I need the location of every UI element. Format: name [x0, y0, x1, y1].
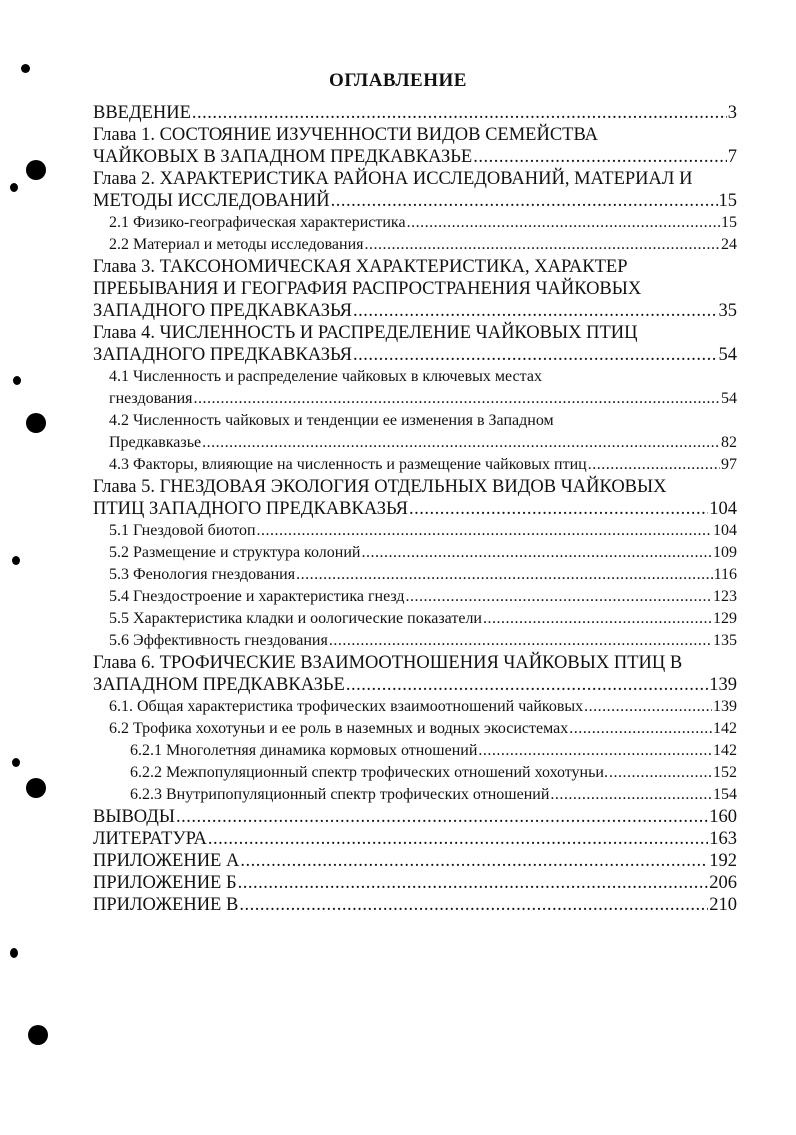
toc-entry-row	[93, 894, 737, 916]
toc-entry	[93, 564, 737, 586]
toc-page-number: 142	[713, 742, 737, 759]
toc-page-number: 82	[721, 434, 737, 451]
page-title: ОГЛАВЛЕНИЕ	[329, 70, 467, 91]
dot-leader	[240, 850, 708, 872]
toc-entry-title: МЕТОДЫ ИССЛЕДОВАНИЙ	[93, 191, 330, 211]
dot-leader	[296, 564, 713, 586]
punch-hole	[26, 160, 46, 180]
toc-page-number: 154	[713, 786, 737, 803]
toc-entry-title: 5.1 Гнездовой биотоп	[109, 522, 256, 539]
dot-leader	[346, 674, 708, 696]
dot-leader	[239, 894, 708, 916]
toc-entry	[93, 608, 737, 630]
toc-entry-text: 4.1 Численность и распределение чайковых в ключевых местах	[109, 368, 542, 385]
toc-page-number: 15	[718, 191, 737, 211]
punch-hole	[26, 778, 46, 798]
toc-entry-title: ПРИЛОЖЕНИЕ Б	[93, 873, 237, 893]
toc-entry-title: Предкавказье	[109, 434, 202, 451]
toc-entry	[93, 630, 737, 652]
toc-entry-title: ЗАПАДНОГО ПРЕДКАВКАЗЬЯ	[93, 301, 352, 321]
toc-page-number: 97	[721, 456, 737, 473]
toc-entry	[93, 762, 737, 784]
toc-entry	[93, 806, 737, 828]
toc-entry-title: ПРИЛОЖЕНИЕ А	[93, 851, 240, 871]
toc-entry-title: 6.2.2 Межпопуляционный спектр трофических отношений хохотуньи.	[130, 764, 608, 781]
punch-hole	[26, 413, 46, 433]
toc-entry-title: 6.1. Общая характеристика трофических взаимоотношений чайковых	[109, 698, 584, 715]
dot-leader	[584, 696, 712, 718]
toc-entry-row	[130, 762, 737, 784]
toc-entry-row	[109, 234, 737, 256]
toc-entry-row	[93, 146, 737, 168]
toc-entry-row	[109, 696, 737, 718]
dot-leader	[329, 630, 712, 652]
toc-entry-title: 5.6 Эффективность гнездования	[109, 632, 328, 649]
scan-speck	[21, 64, 30, 73]
toc-entry-row	[130, 784, 737, 806]
toc-page-number: 54	[721, 390, 737, 407]
toc-entry	[93, 740, 737, 762]
toc-entry-row	[93, 498, 737, 520]
toc-page-number: 142	[713, 720, 737, 737]
scan-speck	[12, 556, 20, 565]
toc-entry	[93, 586, 737, 608]
toc-page-number: 104	[709, 499, 737, 519]
toc-entry	[93, 696, 737, 718]
toc-entry	[93, 212, 737, 234]
toc-entry-title: гнездования	[109, 390, 193, 407]
dot-leader	[331, 190, 718, 212]
toc-entry-title: 5.2 Размещение и структура колоний	[109, 544, 361, 561]
dot-leader	[257, 520, 712, 542]
toc-page-number: 139	[713, 698, 737, 715]
toc-entry-row	[109, 608, 737, 630]
toc-entry-row	[109, 630, 737, 652]
toc-page-number: 104	[713, 522, 737, 539]
toc-entry-row	[109, 388, 737, 410]
dot-leader	[353, 344, 718, 366]
dot-leader	[569, 718, 712, 740]
toc-page-number: 54	[718, 345, 737, 365]
toc-entry	[93, 718, 737, 740]
dot-leader	[409, 498, 708, 520]
toc-entry	[93, 872, 737, 894]
toc-entry	[93, 784, 737, 806]
toc-entry	[93, 256, 737, 322]
toc-page-number: 35	[718, 301, 737, 321]
toc-entry-row	[109, 432, 737, 454]
toc-entry-row	[130, 740, 737, 762]
toc-page-number: 3	[727, 103, 737, 123]
toc-entry-title: 6.2.1 Многолетняя динамика кормовых отношений	[130, 742, 478, 759]
toc-entry-title: 2.2 Материал и методы исследования	[109, 236, 364, 253]
toc-entry-text: Глава 3. ТАКСОНОМИЧЕСКАЯ ХАРАКТЕРИСТИКА, ХАРАКТЕР	[93, 257, 628, 277]
toc-entry-text: 4.2 Численность чайковых и тенденции ее изменения в Западном	[109, 412, 554, 429]
toc-entry	[93, 366, 737, 410]
toc-entry-title: ЗАПАДНОМ ПРЕДКАВКАЗЬЕ	[93, 675, 345, 695]
dot-leader	[478, 740, 712, 762]
toc-entry-row	[93, 102, 737, 124]
dot-leader	[238, 872, 709, 894]
dot-leader	[176, 806, 708, 828]
toc-entry-row	[109, 454, 737, 476]
toc-entry	[93, 850, 737, 872]
toc-entry-title: 6.2 Трофика хохотуньи и ее роль в наземных и водных экосистемах	[109, 720, 569, 737]
toc-entry-text: Глава 4. ЧИСЛЕННОСТЬ И РАСПРЕДЕЛЕНИЕ ЧАЙКОВЫХ ПТИЦ	[93, 323, 638, 343]
toc-entry-title: 6.2.3 Внутрипопуляционный спектр трофических отношений	[130, 786, 550, 803]
dot-leader	[208, 828, 708, 850]
toc-entry	[93, 410, 737, 454]
toc-entry-title: 4.3 Факторы, влияющие на численность и размещение чайковых птиц	[109, 456, 587, 473]
dot-leader	[609, 762, 712, 784]
scan-speck	[10, 183, 18, 192]
toc-entry-title: ВЫВОДЫ	[93, 807, 176, 827]
toc-entry	[93, 124, 737, 168]
toc-page-number: 152	[713, 764, 737, 781]
dot-leader	[550, 784, 712, 806]
toc-entry-row	[93, 828, 737, 850]
dot-leader	[353, 300, 718, 322]
toc-entry	[93, 520, 737, 542]
toc-page-number: 123	[713, 588, 737, 605]
dot-leader	[194, 388, 720, 410]
toc-entry-row	[109, 520, 737, 542]
toc-entry	[93, 652, 737, 696]
scan-speck	[13, 376, 21, 385]
toc-entry-row	[109, 542, 737, 564]
toc-entry-row	[109, 212, 737, 234]
toc-entry-row	[93, 850, 737, 872]
dot-leader	[473, 146, 727, 168]
toc-entry-row	[93, 300, 737, 322]
dot-leader	[483, 608, 712, 630]
toc-entry	[93, 828, 737, 850]
toc-page-number: 160	[709, 807, 737, 827]
toc-page-number: 192	[709, 851, 737, 871]
toc-entry-row	[93, 872, 737, 894]
toc-entry-row	[93, 190, 737, 212]
toc-entry-title: 2.1 Физико-географическая характеристика	[109, 214, 406, 231]
scan-speck	[12, 758, 20, 767]
toc-page-number: 7	[727, 147, 737, 167]
punch-hole	[28, 1025, 48, 1045]
toc-entry-title: ПТИЦ ЗАПАДНОГО ПРЕДКАВКАЗЬЯ	[93, 499, 409, 519]
dot-leader	[588, 454, 720, 476]
toc-entry	[93, 234, 737, 256]
toc-entry-title: 5.4 Гнездостроение и характеристика гнезд	[109, 588, 405, 605]
toc-entry	[93, 102, 737, 124]
toc-entry-title: ЧАЙКОВЫХ В ЗАПАДНОМ ПРЕДКАВКАЗЬЕ	[93, 147, 473, 167]
toc-entry-row	[109, 718, 737, 740]
toc-page-number: 163	[709, 829, 737, 849]
toc-page-number: 116	[713, 566, 737, 583]
toc-entry-text: Глава 6. ТРОФИЧЕСКИЕ ВЗАИМООТНОШЕНИЯ ЧАЙКОВЫХ ПТИЦ В	[93, 653, 683, 673]
dot-leader	[406, 586, 712, 608]
toc-entry-text: Глава 1. СОСТОЯНИЕ ИЗУЧЕННОСТИ ВИДОВ СЕМЕЙСТВА	[93, 125, 599, 145]
toc-page-number: 210	[709, 895, 737, 915]
toc-entry-title: 5.3 Фенология гнездования	[109, 566, 296, 583]
dot-leader	[202, 432, 720, 454]
toc-entry-title: ЛИТЕРАТУРА	[93, 829, 207, 849]
toc-page-number: 135	[713, 632, 737, 649]
toc-page-number: 24	[721, 236, 737, 253]
toc-entry-row	[93, 344, 737, 366]
toc-entry-text: Глава 2. ХАРАКТЕРИСТИКА РАЙОНА ИССЛЕДОВАНИЙ, МАТЕРИАЛ И	[93, 169, 693, 189]
toc-page-number: 139	[709, 675, 737, 695]
toc-page-number: 129	[713, 610, 737, 627]
table-of-contents	[93, 102, 737, 916]
toc-entry	[93, 322, 737, 366]
dot-leader	[407, 212, 720, 234]
toc-entry	[93, 476, 737, 520]
toc-entry	[93, 168, 737, 212]
toc-entry-row	[109, 586, 737, 608]
toc-entry	[93, 542, 737, 564]
toc-entry	[93, 894, 737, 916]
toc-entry-row	[93, 806, 737, 828]
dot-leader	[192, 102, 727, 124]
toc-entry-title: ЗАПАДНОГО ПРЕДКАВКАЗЬЯ	[93, 345, 352, 365]
scan-speck	[10, 948, 18, 958]
toc-entry-title: ПРИЛОЖЕНИЕ В	[93, 895, 239, 915]
toc-entry-title: 5.5 Характеристика кладки и оологические показатели	[109, 610, 482, 627]
toc-entry-row	[93, 674, 737, 696]
toc-entry-row	[109, 564, 737, 586]
toc-entry-text: Глава 5. ГНЕЗДОВАЯ ЭКОЛОГИЯ ОТДЕЛЬНЫХ ВИДОВ ЧАЙКОВЫХ	[93, 477, 667, 497]
toc-entry-title: ВВЕДЕНИЕ	[93, 103, 191, 123]
toc-entry	[93, 454, 737, 476]
toc-page-number: 109	[713, 544, 737, 561]
dot-leader	[365, 234, 720, 256]
dot-leader	[361, 542, 712, 564]
toc-entry-text: ПРЕБЫВАНИЯ И ГЕОГРАФИЯ РАСПРОСТРАНЕНИЯ ЧАЙКОВЫХ	[93, 279, 642, 299]
toc-page-number: 15	[721, 214, 737, 231]
toc-page-number: 206	[709, 873, 737, 893]
